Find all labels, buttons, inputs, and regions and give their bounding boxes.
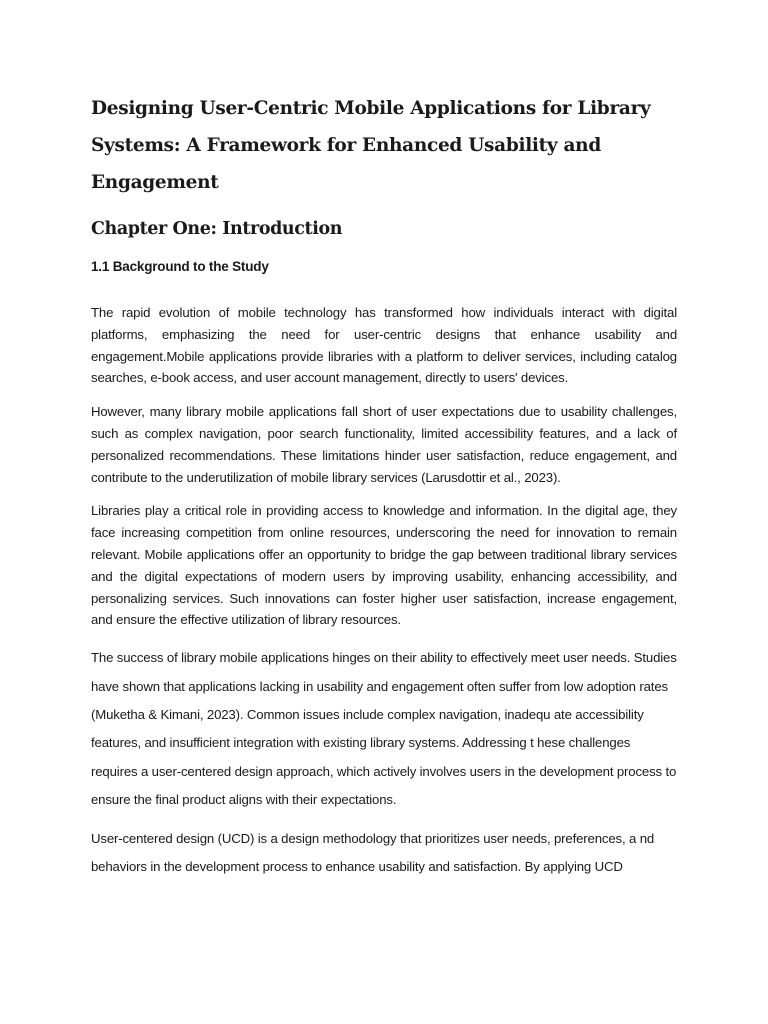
paragraph: The success of library mobile applications hinges on their ability to effectively meet user needs. Studies have shown that applications lacking in usability and engagement often suffer from low adoption rates (Muketha & Kimani, 2023). Common issues include complex navigation, inadequ ate accessibility features, and insufficient integration with existing library systems. Addressing t hese challenges requires a user-centered design approach, which actively involves users in the development process to ensure the final product aligns with their expectations. [91,650,677,808]
paragraph: User-centered design (UCD) is a design methodology that prioritizes user needs, preferences, a nd behaviors in the development process to enhance usability and satisfaction. By applying UCD [91,830,655,874]
paragraph: However, many library mobile applications fall short of user expectations due to usability challenges, such as complex navigation, poor search functionality, limited accessibility features, and a lack of personalized recommendations. These limitations hinder user satisfaction, reduce engagement, and contribute to the underutilization of mobile library services (Larusdottir et al., 2023). [91,404,677,485]
paragraph: Libraries play a critical role in providing access to knowledge and information. In the digital age, they face increasing competition from online resources, underscoring the need for innovation to remain relevant. Mobile applications offer an opportunity to bridge the gap between traditional library services and the digital expectations of modern users by improving usability, enhancing accessibility, and personalizing services. Such innovations can foster higher user satisfaction, increase engagement, and ensure the effective utilization of library resources. [91,503,677,628]
section-heading: 1.1 Background to the Study [91,259,269,274]
document-title: Designing User-Centric Mobile Applications for Library Systems: A Framework for Enhanced Usability and Engagement [91,98,651,193]
chapter-title: Chapter One: Introduction [91,219,343,239]
document-page [91,90,677,881]
paragraph: The rapid evolution of mobile technology has transformed how individuals interact with digital platforms, emphasizing the need for user-centric designs that enhance usability and engagement.Mobile applications provide libraries with a platform to deliver services, including catalog searches, e-book access, and user account management, directly to users' devices. [91,305,677,386]
